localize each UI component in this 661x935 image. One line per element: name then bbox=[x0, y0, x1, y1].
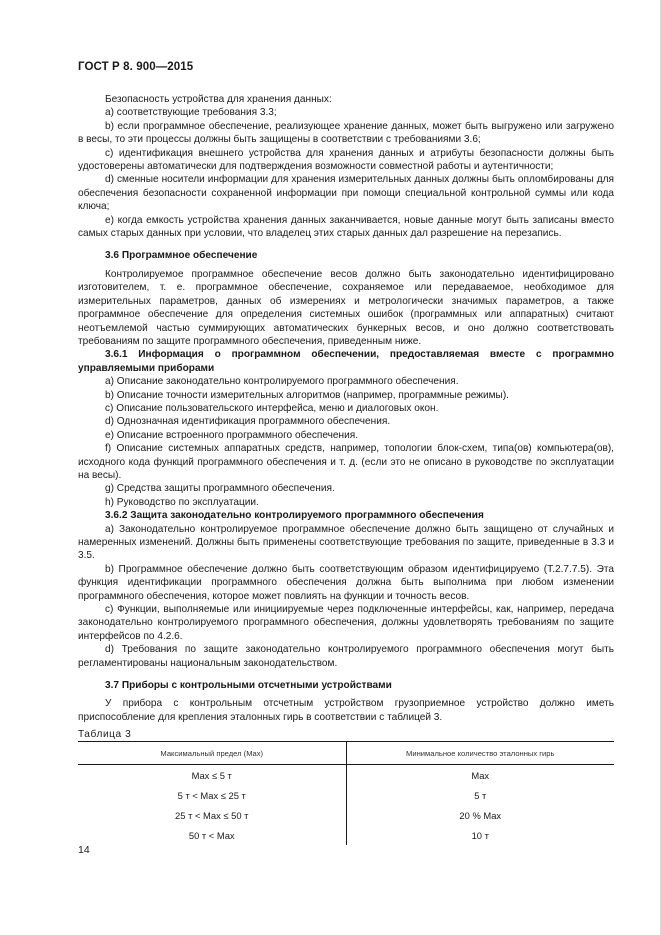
main-text bbox=[78, 93, 614, 724]
table-header-row bbox=[78, 742, 614, 765]
list-item: b) если программное обеспечение, реализующее хранение данных, может быть выгружено или загружено в весы, то эти процессы должны быть защищены в соответствии с требованиями 3.6; bbox=[78, 120, 614, 146]
table-cell: 10 т bbox=[346, 825, 614, 845]
list-item: d) Однозначная идентификация программного обеспечения. bbox=[105, 416, 391, 428]
table-cell: Max ≤ 5 т bbox=[78, 765, 346, 786]
list-item: d) сменные носители информации для хранения измерительных данных должны быть опломбированы для обеспечения безопасности сохраненной информации при помощи специальной контрольной суммы или кода ключа; bbox=[78, 174, 614, 213]
page-number: 14 bbox=[78, 844, 90, 856]
list-item: a) Законодательно контролируемое программное обеспечение должно быть защищено от случайных и намеренных изменений. Должны быть применены соответствующие требования по защите, приведенные в 3.3 и 3.5. bbox=[78, 523, 614, 562]
weights-table bbox=[78, 741, 614, 845]
paragraph: У прибора с контрольным отсчетным устройством грузоприемное устройство должно иметь приспособление для крепления эталонных гирь в соответствии с таблицей 3. bbox=[78, 698, 614, 723]
table-cell: 50 т < Max bbox=[78, 825, 346, 845]
list-item: h) Руководство по эксплуатации. bbox=[105, 496, 259, 508]
section-heading: 3.7 Приборы с контрольными отсчетными устройствами bbox=[105, 680, 392, 692]
list-item: f) Описание системных аппаратных средств, например, топологии блок-схем, типа(ов) компьютера(ов), исходного кода функций программного обеспечения и т. д. (если это не описано в руководстве по эксплуатации на весы). bbox=[78, 443, 614, 481]
list-item: b) Описание точности измерительных алгоритмов (например, программные режимы). bbox=[105, 389, 509, 401]
subsection-heading: 3.6.1 Информация о программном обеспечении, предоставляемая вместе с программно управляемыми приборами bbox=[78, 349, 614, 374]
list-item: e) когда емкость устройства хранения данных заканчивается, новые данные могут быть записаны вместо самых старых данных при условии, что владелец этих старых данных дал разрешение на перезапись. bbox=[78, 214, 614, 240]
table-cell: 5 т bbox=[346, 785, 614, 805]
table-cell: 25 т < Max ≤ 50 т bbox=[78, 805, 346, 825]
table-row bbox=[78, 805, 614, 825]
table-row bbox=[78, 825, 614, 845]
column-header: Минимальное количество эталонных гирь bbox=[346, 742, 614, 765]
table-row bbox=[78, 765, 614, 786]
list-item: b) Программное обеспечение должно быть соответствующим образом идентифицируемо (Т.2.7.7.5). Эта функция идентификации программного обеспечения должна быть выполнима при любом изменении программного обеспечения, которое может повлиять на функции и точность весов. bbox=[78, 563, 614, 602]
table-cell: 5 т < Max ≤ 25 т bbox=[78, 785, 346, 805]
table-caption: Таблица 3 bbox=[78, 729, 132, 740]
column-header: Максимальный предел (Max) bbox=[78, 742, 346, 765]
list-item: d) Требования по защите законодательно контролируемого программного обеспечения могут быть регламентированы национальным законодательством. bbox=[78, 644, 614, 669]
document-header: ГОСТ Р 8. 900—2015 bbox=[78, 61, 194, 73]
table-cell: Max bbox=[346, 765, 614, 786]
list-item: c) Описание пользовательского интерфейса, меню и диалоговых окон. bbox=[105, 402, 439, 414]
paragraph: Контролируемое программное обеспечение весов должно быть законодательно идентифицировано изготовителем, т. е. программное обеспечение, сохраняемое или передаваемое, необходимое для измерительных параметров, данных об измерениях и метрологически значимых параметров, а также программное обеспечение для определения системных ошибок (программных или аппаратных) считают неотъемлемой частью суммирующих автоматических бункерных весов, и оно должно соответствовать требованиям по защите программного обеспечения, приведенным ниже. bbox=[78, 268, 614, 347]
list-item: а) соответствующие требования 3.3; bbox=[105, 107, 277, 119]
table-cell: 20 % Max bbox=[346, 805, 614, 825]
table-row bbox=[78, 785, 614, 805]
list-item: c) Функции, выполняемые или инициируемые через подключенные интерфейсы, как, например, передача законодательно контролируемого программного обеспечения, должны удовлетворять требованиям по защите интерфейсов по 4.2.6. bbox=[78, 604, 614, 642]
list-item: c) идентификация внешнего устройства для хранения данных и атрибуты безопасности должны быть удостоверены автоматически для подтверждения возможности совместной работы и аутентичности; bbox=[78, 147, 614, 173]
paragraph: Безопасность устройства для хранения данных: bbox=[105, 94, 332, 105]
list-item: g) Средства защиты программного обеспечения. bbox=[105, 483, 335, 495]
list-item: a) Описание законодательно контролируемого программного обеспечения. bbox=[105, 376, 459, 388]
list-item: e) Описание встроенного программного обеспечения. bbox=[105, 429, 359, 441]
section-heading: 3.6 Программное обеспечение bbox=[105, 250, 258, 262]
subsection-heading: 3.6.2 Защита законодательно контролируемого программного обеспечения bbox=[105, 510, 484, 522]
